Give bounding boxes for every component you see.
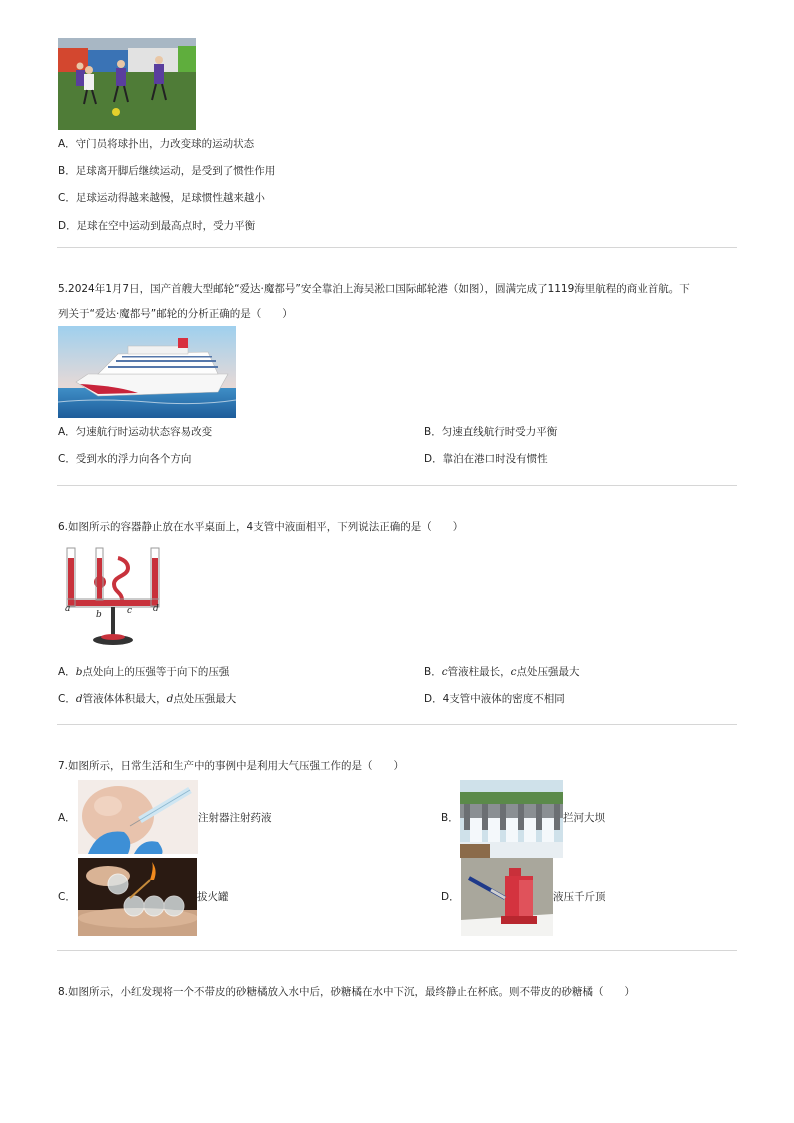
q7-option-c-caption: 拔火罐 (197, 891, 229, 903)
q7-option-d-caption: 液压千斤顶 (553, 891, 606, 903)
hydraulic-jack-photo (461, 858, 553, 936)
q6-option-d: D．4支管中液体的密度不相同 (424, 693, 565, 705)
injection-photo (78, 780, 198, 854)
q7-option-b-letter: B． (441, 812, 459, 824)
q5-stem-line1: 5.2024年1月7日，国产首艘大型邮轮“爱达·魔都号”安全靠泊上海吴淞口国际邮轮港（如图），圆满完成了1119海里航程的商业首航。下 (58, 283, 690, 295)
q5-option-b: B．匀速直线航行时受力平衡 (424, 426, 558, 438)
q5-option-a: A．匀速航行时运动状态容易改变 (58, 426, 213, 438)
q5-option-d: D．靠泊在港口时没有惯性 (424, 453, 548, 465)
q7-option-d-letter: D． (441, 891, 460, 903)
q6-option-c: C．d管液体体积最大，d点处压强最大 (58, 693, 237, 705)
q4-option-a: A．守门员将球扑出，力改变球的运动状态 (58, 138, 255, 150)
divider (57, 485, 737, 486)
q6-label-d: d (153, 604, 159, 614)
dam-photo (460, 780, 563, 858)
q6-stem: 6.如图所示的容器静止放在水平桌面上，4支管中液面相平，下列说法正确的是（ ） (58, 521, 464, 533)
q7-option-a-letter: A． (58, 812, 76, 824)
divider (57, 950, 737, 951)
q4-option-b: B．足球离开脚后继续运动，是受到了惯性作用 (58, 165, 276, 177)
q7-option-b-caption: 拦河大坝 (563, 812, 605, 824)
q6-label-b: b (96, 610, 102, 620)
q4-option-c: C．足球运动得越来越慢，足球惯性越来越小 (58, 192, 265, 204)
soccer-photo (58, 38, 196, 130)
cupping-photo (78, 858, 197, 936)
q5-option-c: C．受到水的浮力向各个方向 (58, 453, 192, 465)
q4-option-d: D．足球在空中运动到最高点时，受力平衡 (58, 220, 256, 232)
cruise-ship-photo (58, 326, 236, 418)
connected-vessels-diagram (62, 544, 170, 654)
q7-stem: 7.如图所示，日常生活和生产中的事例中是利用大气压强工作的是（ ） (58, 760, 405, 772)
q5-stem-line2: 列关于“爱达·魔都号”邮轮的分析正确的是（ ） (58, 308, 293, 320)
q6-label-a: a (65, 604, 71, 614)
divider (57, 247, 737, 248)
q6-option-a: A．b点处向上的压强等于向下的压强 (58, 666, 230, 678)
q6-option-b: B．c管液柱最长，c点处压强最大 (424, 666, 580, 678)
q6-label-c: c (127, 606, 133, 616)
q7-option-c-letter: C． (58, 891, 76, 903)
q8-stem: 8.如图所示，小红发现将一个不带皮的砂糖橘放入水中后，砂糖橘在水中下沉，最终静止在杯底。则不带皮的砂糖橘（ ） (58, 986, 636, 998)
q7-option-a-caption: 注射器注射药液 (198, 812, 272, 824)
divider (57, 724, 737, 725)
